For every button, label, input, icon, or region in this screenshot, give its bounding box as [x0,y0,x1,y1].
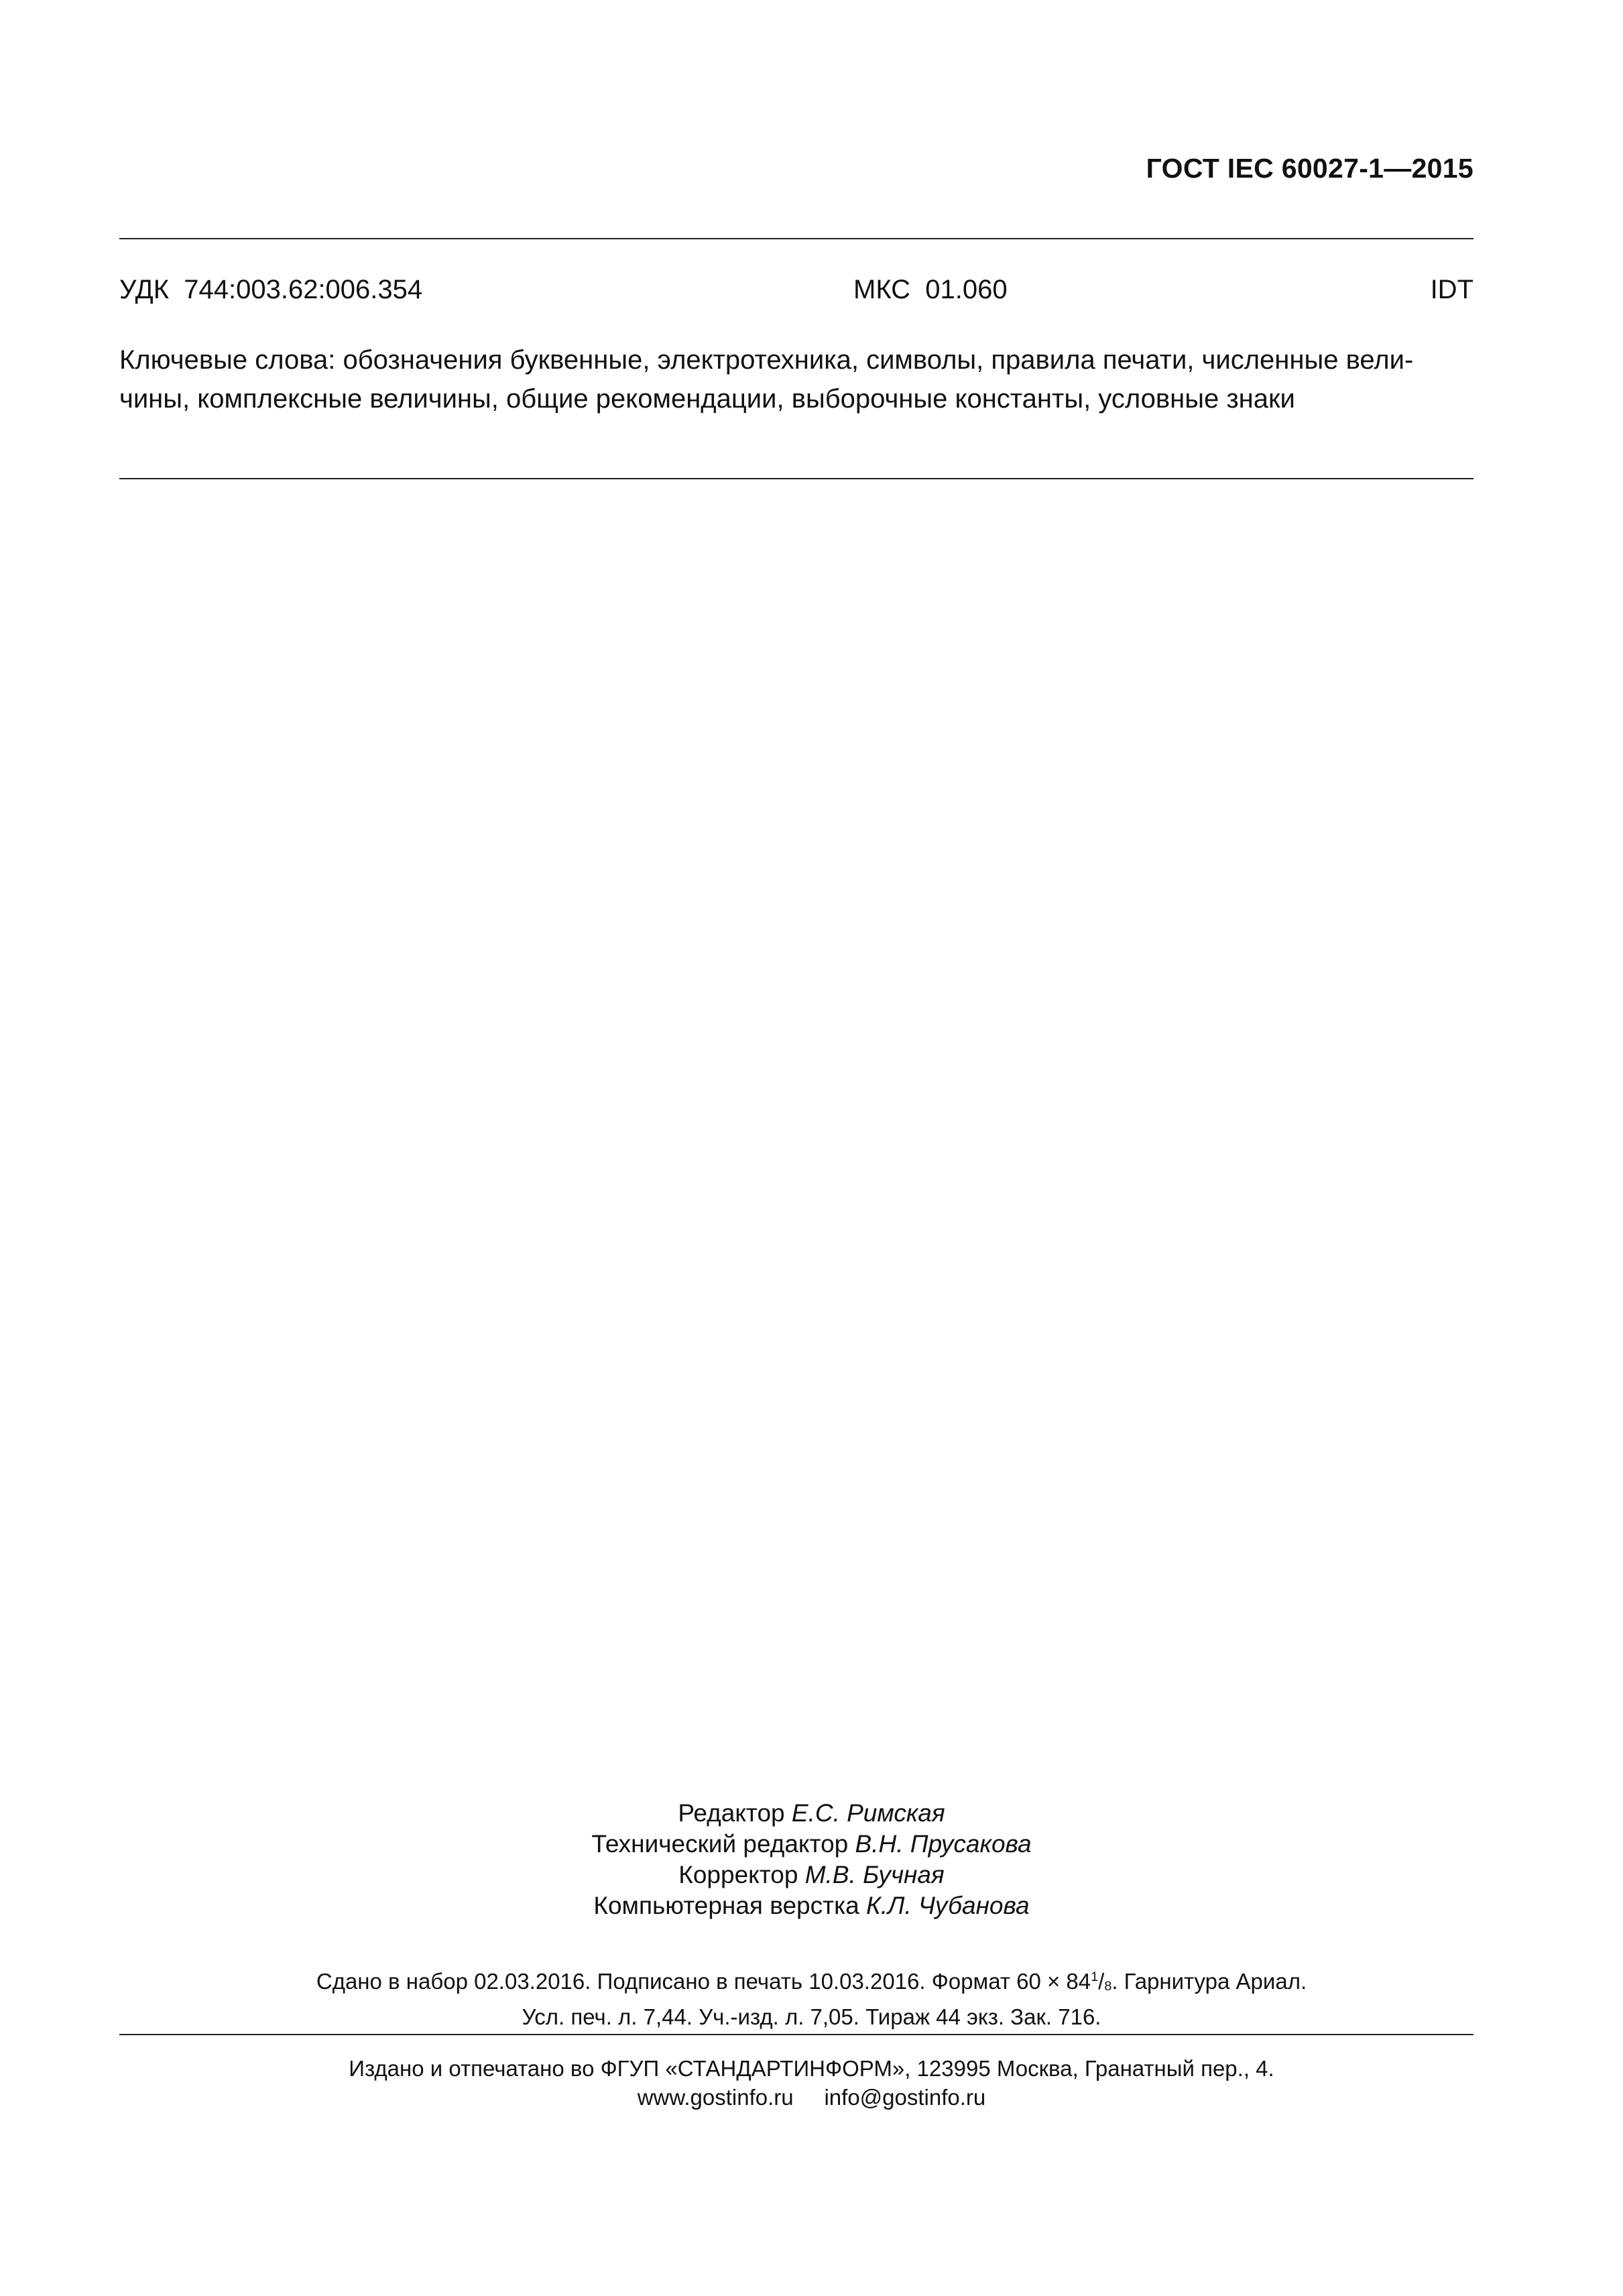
publisher-contacts: www.gostinfo.ru info@gostinfo.ru [637,2085,986,2110]
mks-code: МКС 01.060 [853,275,1008,304]
keywords-divider [119,478,1474,479]
print-info-line: Сдано в набор 02.03.2016. Подписано в печать 10.03.2016. Формат $60 \times 84^1/_8$. Гарнитура Ариал. [316,1968,1307,1994]
footer-divider [119,2034,1474,2035]
top-divider [119,238,1474,239]
keywords-line: Ключевые слова: обозначения буквенные, электротехника, символы, правила печати, численные вели- [119,345,1414,375]
keywords-paragraph [119,341,1474,418]
print-info-line: Усл. печ. л. 7,44. Уч.-изд. л. 7,05. Тираж 44 экз. Зак. 716. [522,2004,1101,2029]
credit-proofreader: Корректор М.В. Бучная [678,1861,945,1888]
credits-block [0,1798,1623,1921]
standard-number: ГОСТ IEC 60027-1—2015 [1146,153,1474,184]
credit-tech-editor: Технический редактор В.Н. Прусакова [591,1830,1032,1858]
publisher-block [0,2054,1623,2112]
degree-of-correspondence: IDT [1430,275,1474,304]
udk-code: УДК 744:003.62:006.354 [119,275,423,304]
publisher-address: Издано и отпечатано во ФГУП «СТАНДАРТИНФОРМ», 123995 Москва, Гранатный пер., 4. [349,2056,1274,2081]
print-info-block [0,1961,1623,2033]
classification-row [119,275,1474,305]
credit-layout: Компьютерная верстка К.Л. Чубанова [593,1892,1030,1919]
keywords-line: чины, комплексные величины, общие рекомендации, выборочные константы, условные знаки [119,384,1295,414]
credit-editor: Редактор Е.С. Римская [678,1799,945,1827]
